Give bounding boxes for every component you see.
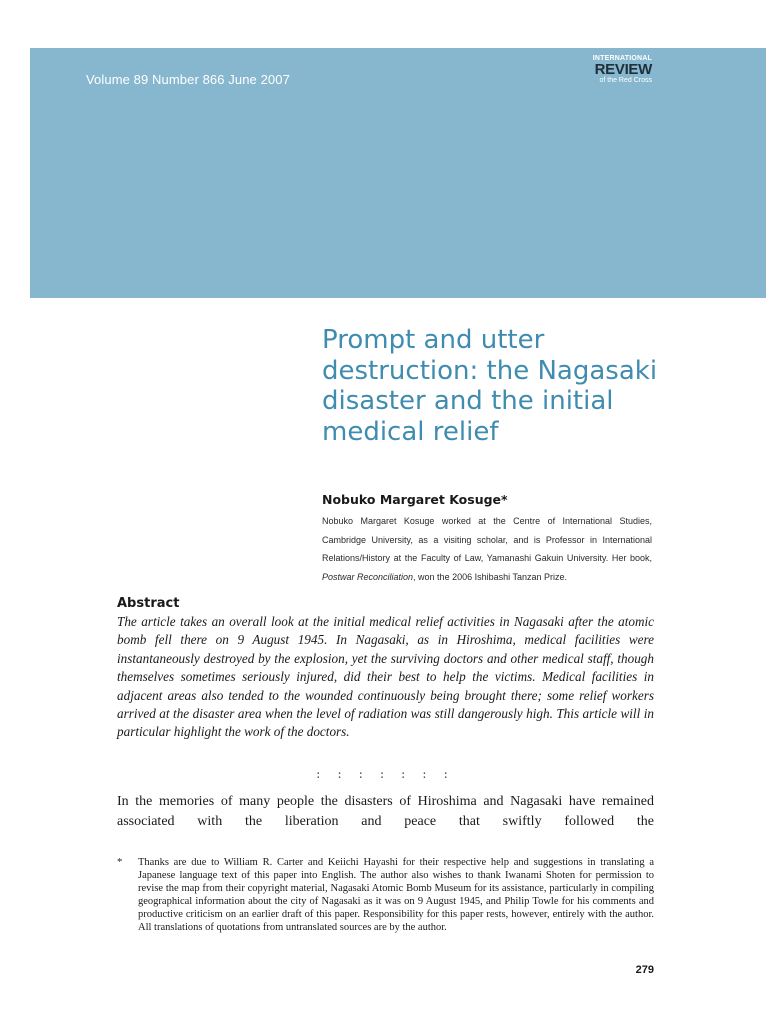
author-name: Nobuko Margaret Kosuge* bbox=[322, 492, 508, 507]
footnote-text: Thanks are due to William R. Carter and Keiichi Hayashi for their respective help and suggestions in translating a Japanese language text of this paper into English. The author also wishes to thank Iwanami Shoten for permission to revise the map from their copyright material, Nagasaki Atomic Bomb Museum for its assistance, particularly in compiling geographical information about the city of Nagasaki as it was on 9 August 1945, and Philip Towle for his comments and productive criticism on an earlier draft of this paper. Responsibility for this paper rests, however, entirely with the author. All translations of quotations from untranslated sources are by the author. bbox=[138, 857, 654, 933]
author-bio-text: Nobuko Margaret Kosuge worked at the Centre of International Studies, Cambridge University, as a visiting scholar, and is Professor in International Relations/History at the Faculty of Law, Yamanashi Gakuin University. Her book, bbox=[322, 516, 652, 563]
abstract-text: The article takes an overall look at the initial medical relief activities in Nagasaki after the atomic bomb fell there on 9 August 1945. In Nagasaki, as in Hiroshima, medical facilities were instantaneously destroyed by the explosion, yet the surviving doctors and other medical staff, though themselves sometimes seriously injured, did their best to help the victims. Medical facilities in adjacent areas also tended to the wounded continuously being brought there; some relief workers arrived at the disaster area when the level of radiation was still dangerously high. This article will in particular highlight the work of the doctors. bbox=[117, 614, 654, 740]
logo-line-red-cross: of the Red Cross bbox=[599, 77, 652, 84]
section-separator: : : : : : : : bbox=[314, 768, 454, 781]
footnote-mark: * bbox=[117, 857, 123, 868]
logo-line-review: REVIEW bbox=[594, 61, 652, 78]
logo-line-international: INTERNATIONAL bbox=[592, 55, 652, 62]
abstract-heading: Abstract bbox=[117, 596, 180, 611]
footnote bbox=[117, 856, 654, 934]
volume-line: Volume 89 Number 866 June 2007 bbox=[86, 72, 290, 87]
body-paragraph: In the memories of many people the disasters of Hiroshima and Nagasaki have remained associated with the liberation and peace that swiftly followed the bbox=[117, 794, 654, 829]
author-bio bbox=[322, 512, 652, 586]
article-title: Prompt and utter destruction: the Nagasaki disaster and the initial medical relief bbox=[322, 325, 658, 447]
author-bio-text-end: , won the 2006 Ishibashi Tanzan Prize. bbox=[413, 571, 567, 582]
journal-logo bbox=[560, 55, 652, 84]
page-number: 279 bbox=[635, 964, 654, 976]
author-book-title: Postwar Reconciliation bbox=[322, 571, 414, 582]
